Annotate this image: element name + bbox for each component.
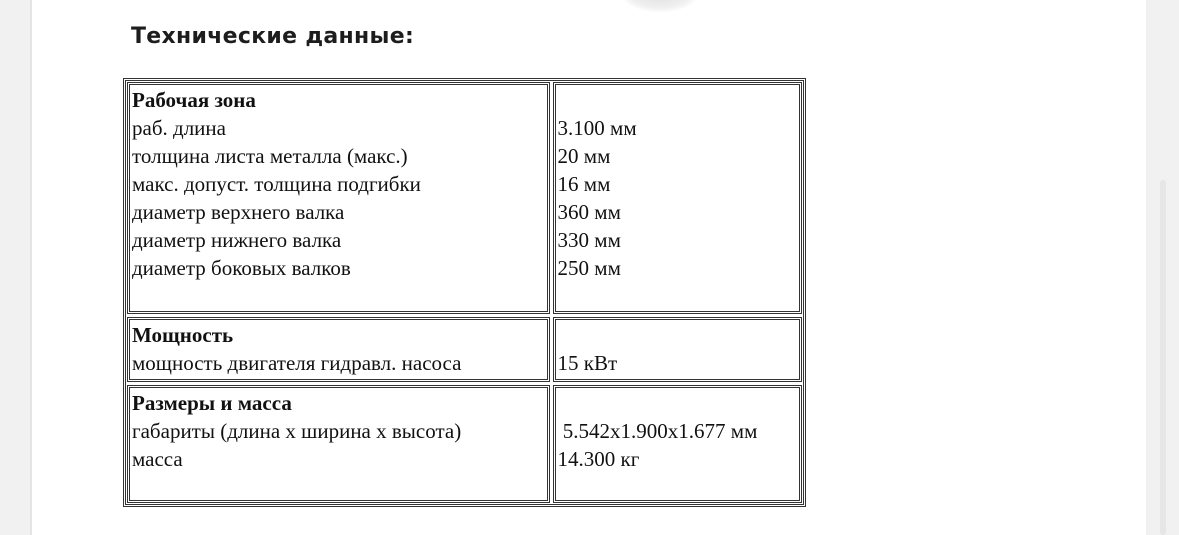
spec-label: мощность двигателя гидравл. насоса (132, 351, 462, 375)
spec-value: 5.542x1.900x1.677 мм (557, 419, 758, 443)
spec-value: 3.100 мм (557, 116, 637, 140)
section-row-power (127, 317, 802, 382)
section-label-cell (127, 385, 550, 503)
section-row-working-area (127, 82, 802, 314)
spec-label: диаметр верхнего валка (132, 200, 345, 224)
spec-label: диаметр нижнего валка (132, 228, 342, 252)
section-value-cell (553, 385, 802, 503)
spec-value: 16 мм (557, 172, 611, 196)
page-heading: Технические данные: (131, 24, 415, 49)
spec-value: 330 мм (557, 228, 621, 252)
spec-value: 250 мм (557, 256, 621, 280)
spec-label: макс. допуст. толщина подгибки (132, 172, 421, 196)
spacer (558, 321, 797, 349)
scrollbar[interactable] (1160, 180, 1166, 535)
spec-label: габариты (длина х ширина х высота) (132, 419, 462, 443)
spec-label: диаметр боковых валков (132, 256, 351, 280)
spec-value: 20 мм (557, 144, 611, 168)
spacer (558, 86, 797, 114)
section-title: Мощность (132, 323, 234, 347)
specs-table (123, 78, 806, 507)
section-value-cell (553, 82, 802, 314)
spec-value: 14.300 кг (557, 447, 640, 471)
section-row-dimensions (127, 385, 802, 503)
section-label-cell (127, 317, 550, 382)
spec-value: 15 кВт (557, 351, 618, 375)
spec-value: 360 мм (557, 200, 621, 224)
section-title: Рабочая зона (132, 88, 256, 112)
section-label-cell (127, 82, 550, 314)
spec-label: масса (132, 447, 183, 471)
section-value-cell (553, 317, 802, 382)
spec-label: толщина листа металла (макс.) (132, 144, 408, 168)
section-title: Размеры и масса (132, 391, 292, 415)
spec-label: раб. длина (132, 116, 226, 140)
spacer (558, 389, 797, 417)
